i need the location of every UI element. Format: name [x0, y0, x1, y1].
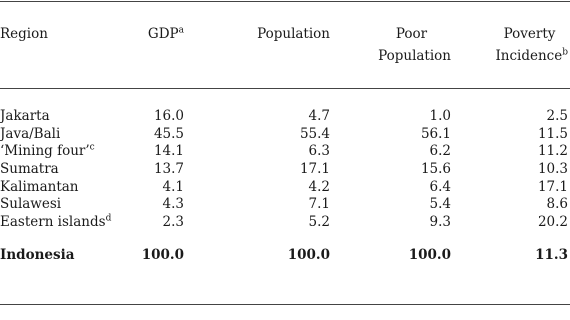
row-label: Eastern islands$^d$ — [0, 213, 112, 230]
total-row — [0, 245, 570, 265]
table-row — [0, 178, 570, 196]
cell-poverty-incidence: 2.5 — [546, 108, 568, 125]
cell-population: 100.0 — [287, 246, 330, 263]
table-bottom-rule — [0, 304, 570, 305]
cell-poverty-incidence: 20.2 — [537, 213, 568, 230]
column-header-population: Population — [257, 26, 330, 42]
footnote-marker: b — [562, 47, 568, 58]
table-row — [0, 108, 570, 126]
cell-poverty-incidence: 17.1 — [537, 178, 568, 195]
cell-gdp: 16.0 — [153, 108, 184, 125]
cell-gdp: 14.1 — [153, 143, 184, 160]
column-header-poor-population: Poor Population — [378, 26, 451, 64]
cell-population: 6.3 — [308, 143, 330, 160]
cell-population: 5.2 — [308, 213, 330, 230]
cell-poverty-incidence: 8.6 — [546, 196, 568, 213]
footnote-marker: a — [178, 25, 184, 36]
table-row — [0, 214, 570, 232]
cell-population: 55.4 — [299, 125, 330, 142]
table-row — [0, 143, 570, 161]
cell-poor-population: 9.3 — [429, 213, 451, 230]
cell-population: 17.1 — [299, 161, 330, 178]
table-header — [0, 0, 570, 88]
column-header-poverty-incidence: Poverty Incidence$^b$ — [495, 26, 568, 64]
cell-poor-population: 6.4 — [429, 178, 451, 195]
cell-population: 4.2 — [308, 178, 330, 195]
row-label: Java/Bali — [0, 125, 61, 142]
table-row — [0, 126, 570, 144]
row-label: Sulawesi — [0, 196, 62, 213]
cell-gdp: 4.3 — [162, 196, 184, 213]
cell-population: 4.7 — [308, 108, 330, 125]
footnote-marker: d — [105, 213, 112, 224]
row-label: Sumatra — [0, 161, 59, 178]
cell-poor-population: 1.0 — [429, 108, 451, 125]
column-header-gdp: GDP$^a$ — [147, 25, 184, 42]
column-header-region: Region — [0, 26, 48, 42]
row-label: Jakarta — [0, 108, 50, 125]
cell-poor-population: 5.4 — [429, 196, 451, 213]
table-body — [0, 88, 570, 265]
cell-poverty-incidence: 11.2 — [537, 143, 568, 160]
cell-poverty-incidence: 11.3 — [535, 246, 568, 263]
cell-poor-population: 6.2 — [429, 143, 451, 160]
cell-population: 7.1 — [308, 196, 330, 213]
cell-poor-population: 56.1 — [420, 125, 451, 142]
cell-gdp: 13.7 — [153, 161, 184, 178]
row-label: Indonesia — [0, 246, 75, 263]
cell-poverty-incidence: 10.3 — [537, 161, 568, 178]
cell-poor-population: 15.6 — [420, 161, 451, 178]
table-row — [0, 161, 570, 179]
cell-gdp: 45.5 — [153, 125, 184, 142]
cell-gdp: 4.1 — [162, 178, 184, 195]
row-label: ‘Mining four’$^c$ — [0, 142, 95, 160]
cell-poverty-incidence: 11.5 — [537, 125, 568, 142]
footnote-marker: c — [89, 142, 95, 153]
cell-gdp: 100.0 — [141, 246, 184, 263]
cell-gdp: 2.3 — [162, 213, 184, 230]
row-label: Kalimantan — [0, 178, 79, 195]
cell-poor-population: 100.0 — [408, 246, 451, 263]
table-row — [0, 196, 570, 214]
